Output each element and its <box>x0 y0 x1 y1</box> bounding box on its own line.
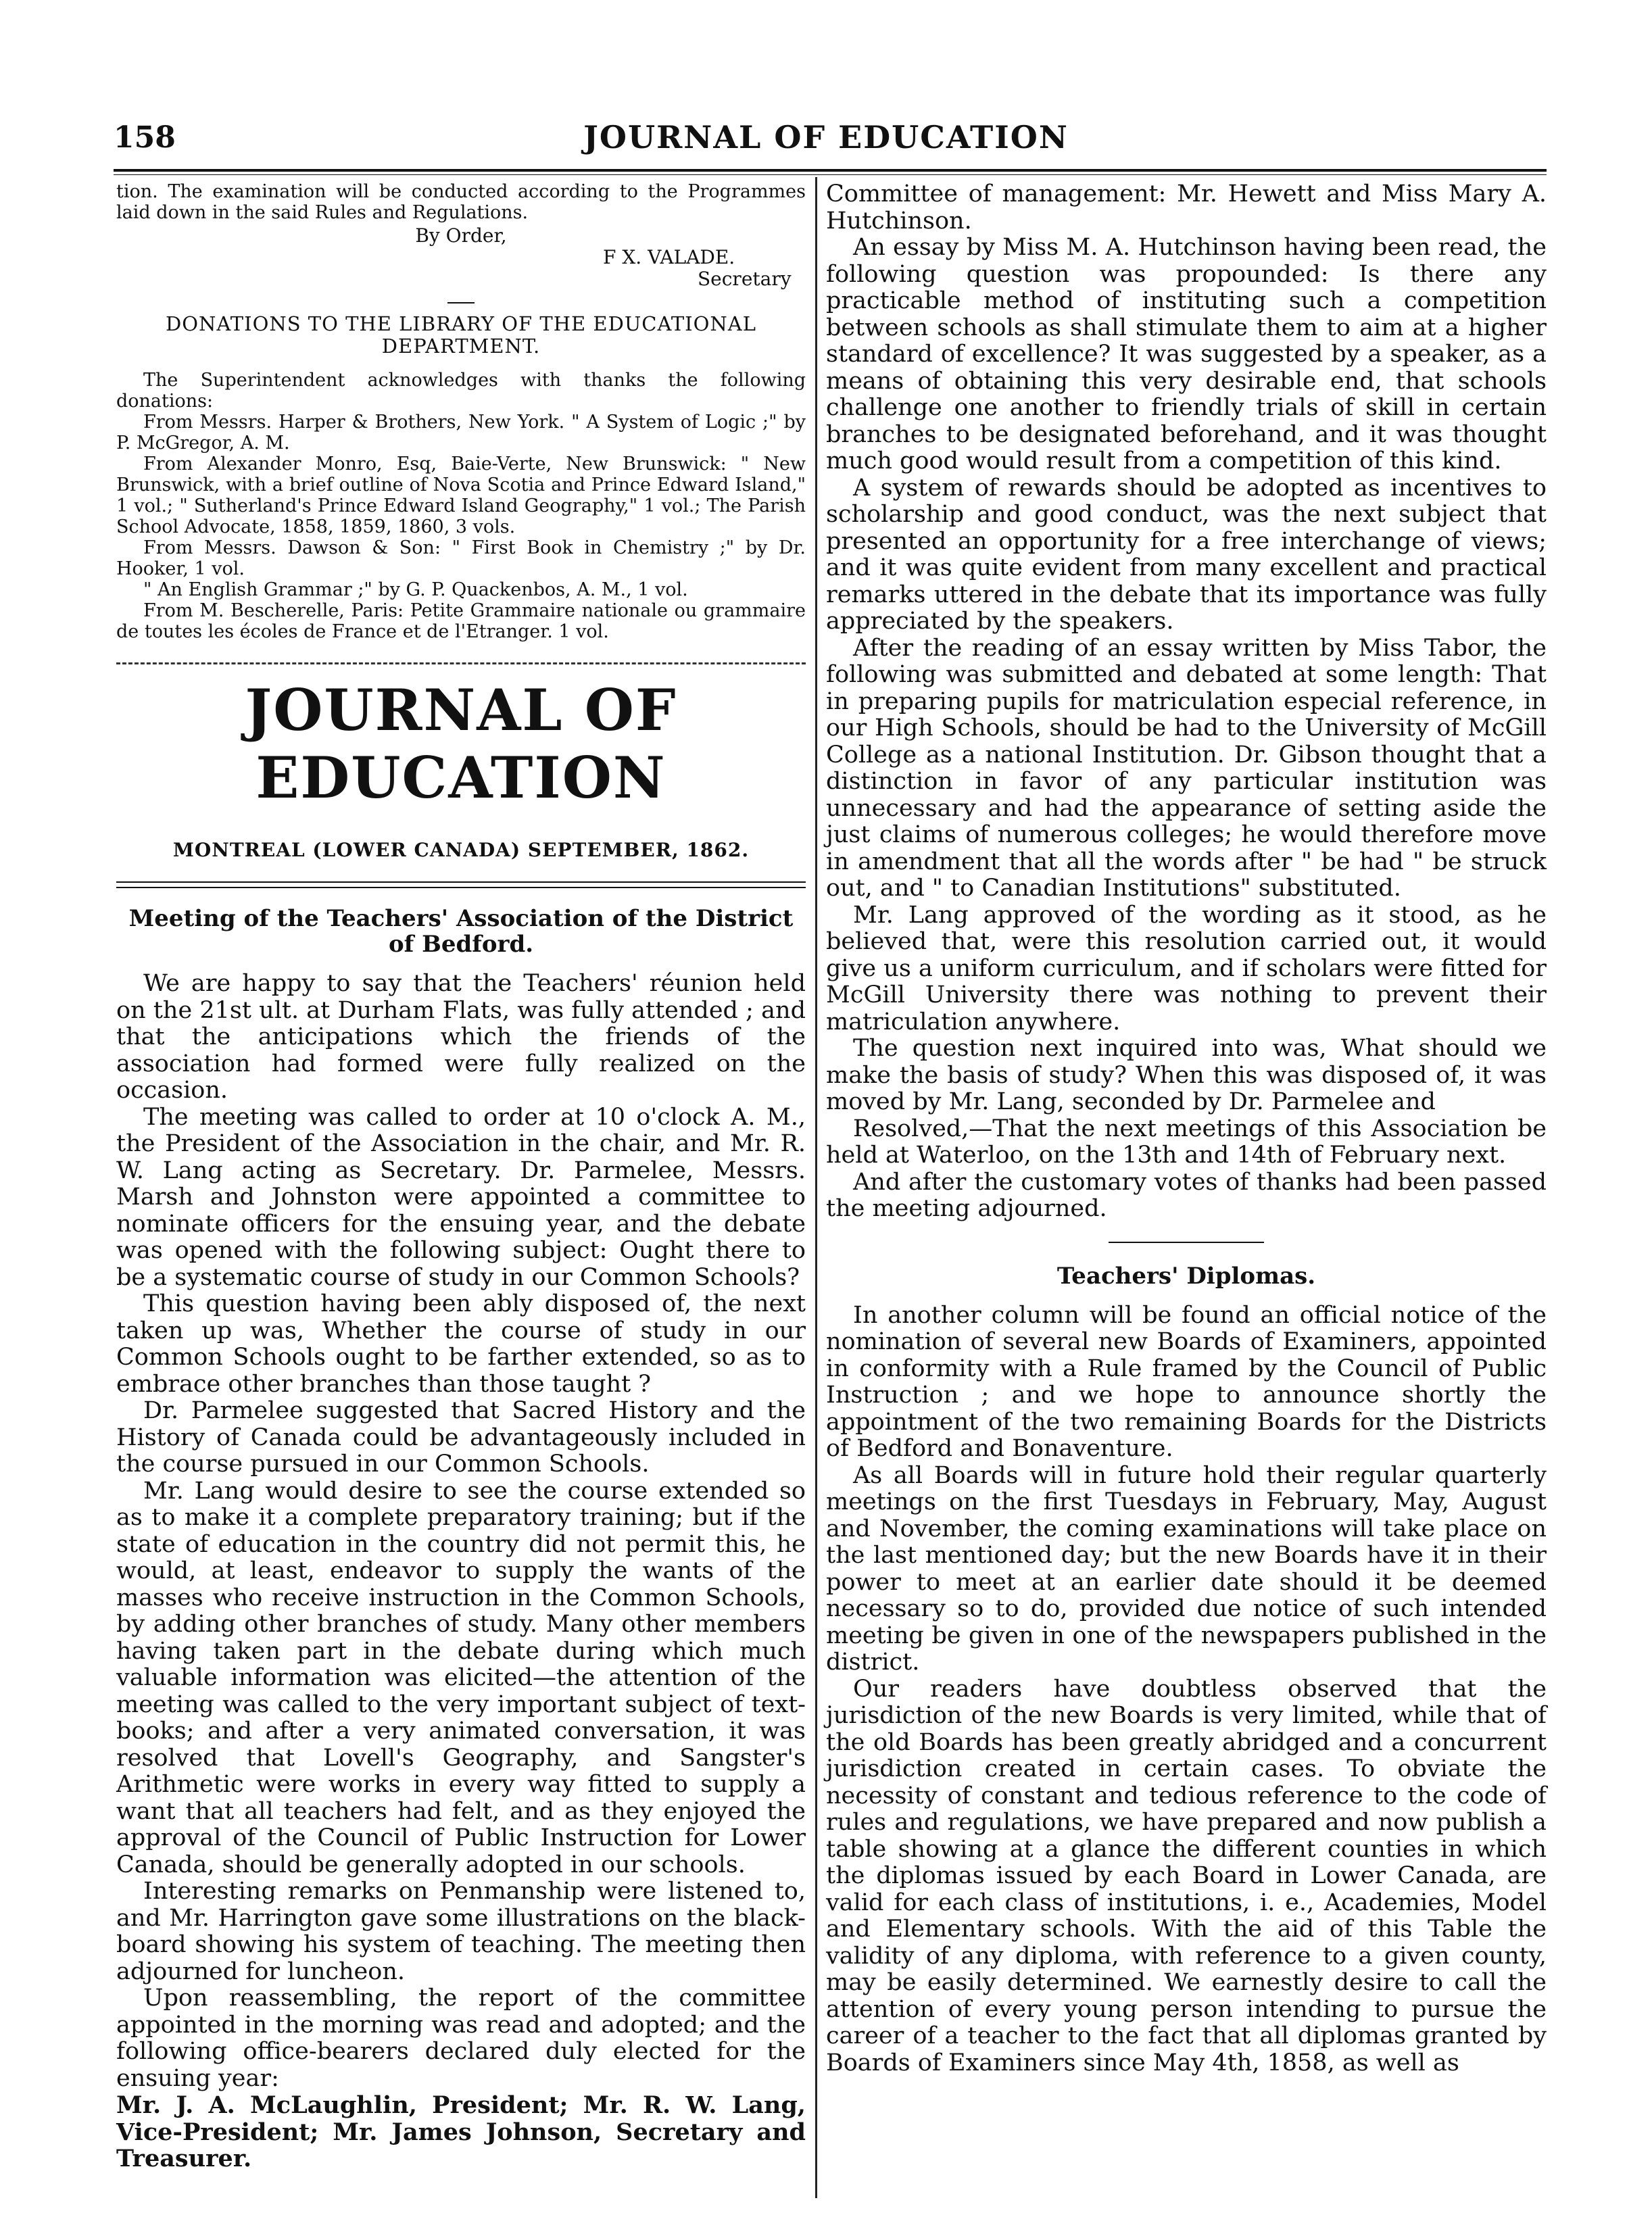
by-order: By Order, <box>415 224 507 247</box>
article-paragraph: Interesting remarks on Penmanship were listened to, and Mr. Harrington gave some illustrations on the black-board showing his system of teaching. The meeting then adjourned for luncheon. <box>116 1878 806 1985</box>
dateline-rule <box>116 881 806 888</box>
signature-title: Secretary <box>698 268 792 290</box>
masthead: JOURNAL OF EDUCATION <box>245 677 677 811</box>
header-rule <box>114 169 1547 175</box>
column-divider <box>815 177 817 2198</box>
donation-item: From M. Bescherelle, Paris: Petite Grammaire nationale ou grammaire de toutes les écoles de France et de l'Etranger. 1 vol. <box>116 600 806 642</box>
donations-heading: DONATIONS TO THE LIBRARY OF THE EDUCATIONAL DEPARTMENT. <box>166 312 756 358</box>
article-paragraph: Resolved,—That the next meetings of this Association be held at Waterloo, on the 13th and 14th of February next. <box>826 1115 1547 1169</box>
article-paragraph: Our readers have doubtless observed that the jurisdiction of the new Boards is very limited, while that of the old Boards has been greatly abridged and a concurrent jurisdiction created in certain cases. To obviate the necessity of constant and tedious reference to the code of rules and regulations, we have prepared and now publish a table showing at a glance the different counties in which the diplomas issued by each Board in Lower Canada, are valid for each class of institutions, i. e., Academies, Model and Elementary schools. With the aid of this Table the validity of any diploma, with reference to a given county, may be easily determined. We earnestly desire to call the attention of every young person intending to pursue the career of a teacher to the fact that all diplomas granted by Boards of Examiners since May 4th, 1858, as well as <box>826 1675 1547 2076</box>
officers-list: Mr. J. A. McLaughlin, President; Mr. R. W. Lang, Vice-President; Mr. James Johnson, Secretary and Treasurer. <box>116 2091 806 2172</box>
article-paragraph: This question having been ably disposed of, the next taken up was, Whether the course of study in our Common Schools ought to be farther extended, so as to embrace other branches than those taught ? <box>116 1290 806 1398</box>
article-paragraph: Dr. Parmelee suggested that Sacred History and the History of Canada could be advantageously included in the course pursued in our Common Schools. <box>116 1397 806 1478</box>
article-title: Meeting of the Teachers' Association of the District of Bedford. <box>128 905 794 958</box>
article-paragraph: Committee of management: Mr. Hewett and Miss Mary A. Hutchinson. <box>826 180 1547 235</box>
donation-item: From Alexander Monro, Esq, Baie-Verte, New Brunswick: " New Brunswick, with a brief outline of Nova Scotia and Prince Edward Island," 1 vol.; " Sutherland's Prince Edward Island Geography," 1 vol.; The Parish School Advocate, 1858, 1859, 1860, 3 vols. <box>116 454 806 537</box>
donations-intro: The Superintendent acknowledges with thanks the following donations: <box>116 370 806 412</box>
article-paragraph: After the reading of an essay written by Miss Tabor, the following was submitted and debated at some length: That in preparing pupils for matriculation especial reference, in our High Schools, should be had to the University of McGill College as a national Institution. Dr. Gibson thought that a distinction in favor of any particular institution was unnecessary and had the appearance of setting aside the just claims of numerous colleges; he would therefore move in amendment that all the words after " be had " be struck out, and " to Canadian Institutions" substituted. <box>826 634 1547 902</box>
running-title: JOURNAL OF EDUCATION <box>583 119 1069 155</box>
article-paragraph: The meeting was called to order at 10 o'clock A. M., the President of the Association in the chair, and Mr. R. W. Lang acting as Secretary. Dr. Parmelee, Messrs. Marsh and Johnston were appointed a committee to nominate officers for the ensuing year, and the debate was opened with the following subject: Ought there to be a systematic course of study in our Common Schools? <box>116 1103 806 1291</box>
section-separator <box>1109 1242 1264 1243</box>
left-column <box>116 181 806 2172</box>
notice-tail: tion. The examination will be conducted according to the Programmes laid down in the said Rules and Regulations. <box>116 181 806 223</box>
signature-block <box>116 247 806 290</box>
article-paragraph: Mr. Lang would desire to see the course extended so as to make it a complete preparatory training; but if the state of education in the country did not permit this, he would, at least, endeavor to supply the wants of the masses who receive instruction in the Common Schools, by adding other branches of study. Many other members having taken part in the debate during which much valuable information was elicited—the attention of the meeting was called to the very important subject of text-books; and after a very animated conversation, it was resolved that Lovell's Geography, and Sangster's Arithmetic were works in every way fitted to supply a want that all teachers had felt, and as they enjoyed the approval of the Council of Public Instruction for Lower Canada, should be generally adopted in our schools. <box>116 1477 806 1878</box>
donation-item: From Messrs. Harper & Brothers, New York. " A System of Logic ;" by P. McGregor, A. M. <box>116 412 806 454</box>
page-number: 158 <box>114 120 176 155</box>
article-paragraph: A system of rewards should be adopted as incentives to scholarship and good conduct, was the next subject that presented an opportunity for a free interchange of views; and it was quite evident from many excellent and practical remarks uttered in the debate that its importance was fully appreciated by the speakers. <box>826 474 1547 635</box>
article-paragraph: In another column will be found an official notice of the nomination of several new Boards of Examiners, appointed in conformity with a Rule framed by the Council of Public Instruction ; and we hope to announce shortly the appointment of the two remaining Boards for the Districts of Bedford and Bonaventure. <box>826 1301 1547 1462</box>
article-paragraph: Mr. Lang approved of the wording as it stood, as he believed that, were this resolution carried out, it would give us a uniform curriculum, and if scholars were fitted for McGill University there was nothing to prevent their matriculation anywhere. <box>826 901 1547 1036</box>
article-paragraph: And after the customary votes of thanks had been passed the meeting adjourned. <box>826 1168 1547 1222</box>
signature-name: F X. VALADE. <box>603 246 735 268</box>
article-title: Teachers' Diplomas. <box>1056 1262 1316 1290</box>
right-column <box>826 181 1547 2076</box>
donation-item: From Messrs. Dawson & Son: " First Book in Chemistry ;" by Dr. Hooker, 1 vol. <box>116 537 806 579</box>
article-paragraph: Upon reassembling, the report of the committee appointed in the morning was read and adopted; and the following office-bearers declared duly elected for the ensuing year: <box>116 1985 806 2092</box>
separator-dash <box>447 302 475 303</box>
masthead-rule <box>116 662 806 664</box>
article-paragraph: As all Boards will in future hold their regular quarterly meetings on the first Tuesdays in February, May, August and November, the coming examinations will take place on the last mentioned day; but the new Boards have it in their power to meet at an earlier date should it be deemed necessary so to do, provided due notice of such intended meeting be given in one of the newspapers published in the district. <box>826 1461 1547 1676</box>
dateline: MONTREAL (LOWER CANADA) SEPTEMBER, 1862. <box>172 839 750 861</box>
article-paragraph: The question next inquired into was, What should we make the basis of study? When this was disposed of, it was moved by Mr. Lang, seconded by Dr. Parmelee and <box>826 1035 1547 1115</box>
article-paragraph: We are happy to say that the Teachers' réunion held on the 21st ult. at Durham Flats, was fully attended ; and that the anticipations which the friends of the association had formed were fully realized on the occasion. <box>116 970 806 1104</box>
donation-item: " An English Grammar ;" by G. P. Quackenbos, A. M., 1 vol. <box>143 579 688 600</box>
article-paragraph: An essay by Miss M. A. Hutchinson having been read, the following question was propounded: Is there any practicable method of instituting such a competition between schools as shall stimulate them to aim at a higher standard of excellence? It was suggested by a speaker, as a means of obtaining this very desirable end, that schools challenge one another to friendly trials of skill in certain branches to be designated beforehand, and it was thought much good would result from a competition of this kind. <box>826 234 1547 475</box>
